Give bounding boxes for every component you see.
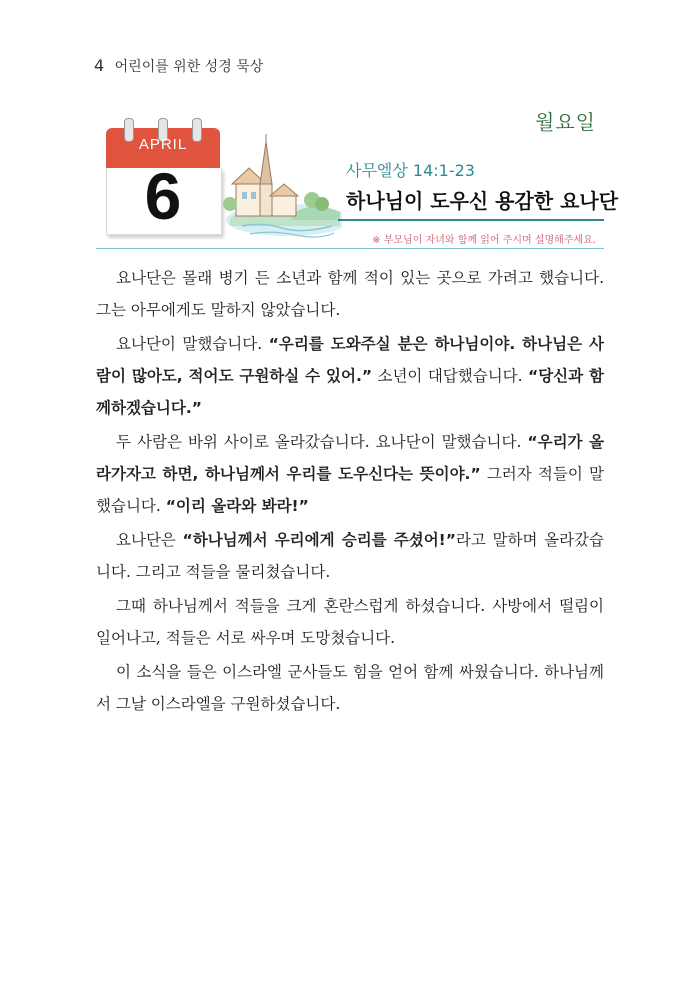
story-paragraph: [96, 656, 604, 720]
quoted-speech: “이리 올라와 봐라!”: [165, 497, 309, 515]
story-paragraph: [96, 524, 604, 588]
quoted-speech: “당신과 함께하겠습니다.”: [96, 367, 604, 417]
narration-text: 요나단은 몰래 병기 든 소년과 함께 적이 있는 곳으로 가려고 했습니다. 그는 아무에게도 말하지 않았습니다.: [96, 269, 604, 319]
narration-text: 두 사람은 바위 사이로 올라갔습니다. 요나단이 말했습니다.: [116, 433, 528, 451]
title-divider: [338, 219, 604, 221]
header-divider: [96, 248, 604, 249]
church-landscape-illustration: [222, 134, 342, 244]
calendar-icon: [106, 118, 220, 236]
book-title: 어린이를 위한 성경 묵상: [114, 59, 264, 75]
devotion-title: 하나님이 도우신 용감한 요나단: [346, 189, 619, 213]
narration-text: 라고 말하며 올라갔습니다. 그리고 적들을 물리쳤습니다.: [96, 531, 604, 581]
narration-text: 요나단이 말했습니다.: [116, 335, 269, 353]
narration-text: 그때 하나님께서 적들을 크게 혼란스럽게 하셨습니다. 사방에서 떨림이 일어나고, 적들은 서로 싸우며 도망쳤습니다.: [96, 597, 604, 647]
quoted-speech: “우리가 올라가자고 하면, 하나님께서 우리를 도우신다는 뜻이야.”: [96, 433, 604, 483]
narration-text: 소년이 대답했습니다.: [372, 367, 529, 385]
calendar-day: 6: [144, 159, 182, 233]
story-paragraph: [96, 262, 604, 326]
narration-text: 요나단은: [116, 531, 183, 549]
weekday-label: 월요일: [535, 110, 596, 134]
narration-text: 그러자 적들이 말했습니다.: [96, 465, 605, 515]
quoted-speech: “우리를 도와주실 분은 하나님이야. 하나님은 사람이 많아도, 적어도 구원하실 수 있어.”: [96, 335, 604, 385]
story-body: [96, 262, 604, 722]
page-number: 4: [94, 56, 105, 75]
narration-text: 이 소식을 들은 이스라엘 군사들도 힘을 얻어 함께 싸웠습니다. 하나님께서 그날 이스라엘을 구원하셨습니다.: [96, 663, 604, 713]
running-head: [94, 56, 263, 76]
story-paragraph: [96, 590, 604, 654]
scripture-reference: 사무엘상 14:1-23: [346, 161, 475, 180]
story-paragraph: [96, 426, 604, 522]
calendar-month: APRIL: [138, 136, 188, 153]
story-paragraph: [96, 328, 604, 424]
quoted-speech: “하나님께서 우리에게 승리를 주셨어!”: [182, 531, 456, 549]
parent-note: ※ 부모님이 자녀와 함께 읽어 주시며 설명해주세요.: [372, 235, 596, 246]
